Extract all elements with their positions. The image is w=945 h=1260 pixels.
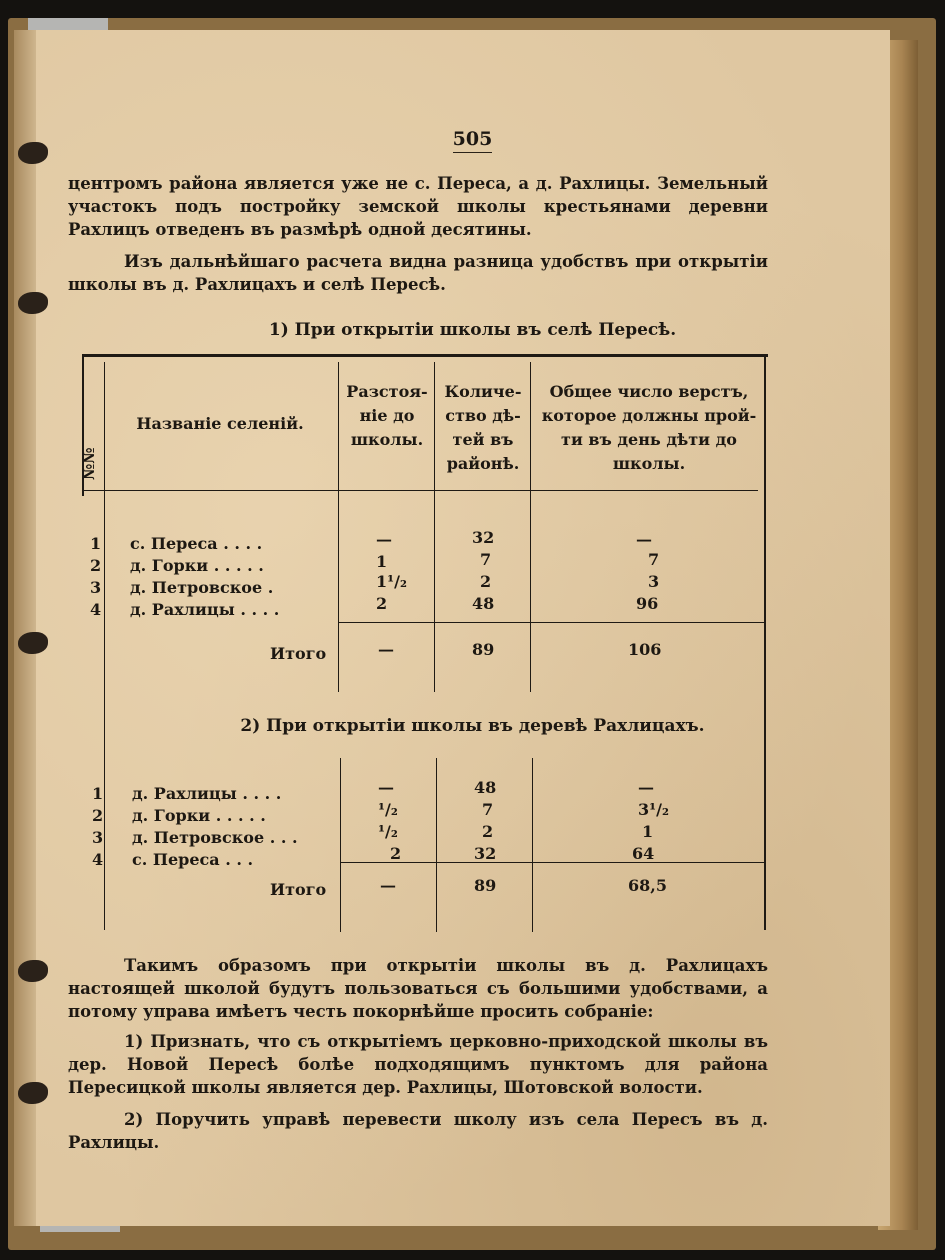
table-cell: Итого — [270, 880, 327, 899]
table-caption-2: 2) При открытіи школы въ деревѣ Рахлицахъ. — [240, 716, 705, 736]
table-cell: — — [638, 778, 654, 797]
table-cell: 2 — [92, 806, 104, 825]
table-cell: ¹/₂ — [378, 800, 398, 819]
total-rule-2 — [340, 862, 766, 863]
table-cell: с. Переса . . . — [132, 850, 254, 869]
table-cell: 64 — [632, 844, 655, 863]
col-rule-dist — [434, 362, 435, 692]
paragraph-calculation: Изъ дальнѣйшаго расчета видна разница удобствъ при открытіи школы въ д. Рахлицахъ и селѣ Пересѣ. — [68, 252, 768, 294]
paragraph-resolution-1: 1) Признать, что съ открытіемъ церковно-приходской школы въ дер. Новой Пересѣ болѣе подходящимъ пунктомъ для района Пересицкой школы является дер. Рахлицы, Шотовской волости. — [68, 1032, 768, 1097]
col-rule-name — [338, 362, 339, 692]
table-cell: с. Переса . . . . — [130, 534, 263, 553]
total-rule-1 — [338, 622, 764, 623]
col-rule-kids — [530, 362, 531, 692]
table-cell: 2 — [480, 572, 492, 591]
table-cell: 2 — [482, 822, 494, 841]
table-cell: 68,5 — [628, 876, 667, 895]
table-cell: — — [378, 778, 394, 797]
table-cell: 1¹/₂ — [376, 572, 407, 591]
table-cell: 1 — [642, 822, 654, 841]
binding-hole — [18, 960, 48, 982]
table-cell: 4 — [92, 850, 104, 869]
header-name: Названіе селеній. — [136, 414, 304, 433]
paragraph-conclusion: Такимъ образомъ при открытіи школы въ д. Рахлицахъ настоящей школой будутъ пользоваться съ большими удобствами, а потому управа имѣетъ честь покорнѣйше просить собраніе: — [68, 956, 768, 1021]
header-children: Количе- ство дѣ- тей въ районѣ. — [444, 382, 522, 473]
table-cell: д. Горки . . . . . — [130, 556, 264, 575]
table-cell: 32 — [474, 844, 497, 863]
col-rule-name-2 — [340, 758, 341, 932]
paragraph-resolution-2: 2) Поручить управѣ перевести школу изъ села Пересъ въ д. Рахлицы. — [68, 1110, 768, 1152]
table-cell: 4 — [90, 600, 102, 619]
page-spine — [14, 30, 36, 1226]
table-cell: 48 — [472, 594, 495, 613]
col-rule-kids-2 — [532, 758, 533, 932]
table-cell: 32 — [472, 528, 495, 547]
table-cell: 3 — [92, 828, 104, 847]
table-cell: 3 — [90, 578, 102, 597]
binding-hole — [18, 632, 48, 654]
table-cell: д. Петровское . — [130, 578, 274, 597]
header-num: №№ — [80, 447, 98, 480]
paragraph-intro: центромъ района является уже не с. Переса, а д. Рахлицы. Земельный участокъ подъ постройку земской школы крестьянами деревни Рахлицъ отведенъ въ размѣрѣ одной десятины. — [68, 174, 768, 239]
table-cell: д. Рахлицы . . . . — [132, 784, 282, 803]
table-cell: 3¹/₂ — [638, 800, 669, 819]
table-cell: 2 — [90, 556, 102, 575]
table-cell: д. Рахлицы . . . . — [130, 600, 280, 619]
table-cell: 2 — [390, 844, 402, 863]
table-cell: д. Горки . . . . . — [132, 806, 266, 825]
table-caption-1: 1) При открытіи школы въ селѣ Пересѣ. — [268, 320, 677, 340]
table-cell: 1 — [376, 552, 388, 571]
table-cell: Итого — [270, 644, 327, 663]
table-cell: ¹/₂ — [378, 822, 398, 841]
table-cell: 2 — [376, 594, 388, 613]
table-cell: 1 — [92, 784, 104, 803]
header-versts: Общее число верстъ, которое должны прой- ти въ день дѣти до школы. — [541, 382, 757, 473]
table-cell: 7 — [482, 800, 494, 819]
table-cell: 1 — [90, 534, 102, 553]
table-cell: 7 — [480, 550, 492, 569]
binding-hole — [18, 1082, 48, 1104]
col-rule-dist-2 — [436, 758, 437, 932]
table-cell: — — [380, 876, 396, 895]
table-top-rule — [82, 354, 768, 357]
table-header-rule — [84, 490, 758, 491]
table-cell: 7 — [648, 550, 660, 569]
table-cell: 48 — [474, 778, 497, 797]
table-cell: 89 — [474, 876, 497, 895]
table-cell: 89 — [472, 640, 495, 659]
table-cell: 96 — [636, 594, 659, 613]
table-cell: 106 — [628, 640, 662, 659]
page-number: 505 — [0, 128, 945, 150]
header-distance: Разстоя- ніе до школы. — [346, 382, 428, 449]
table-cell: — — [378, 640, 394, 659]
table-right-rule — [764, 356, 766, 930]
table-cell: — — [376, 530, 392, 549]
binding-hole — [18, 292, 48, 314]
table-cell: — — [636, 530, 652, 549]
table-cell: д. Петровское . . . — [132, 828, 298, 847]
table-cell: 3 — [648, 572, 660, 591]
